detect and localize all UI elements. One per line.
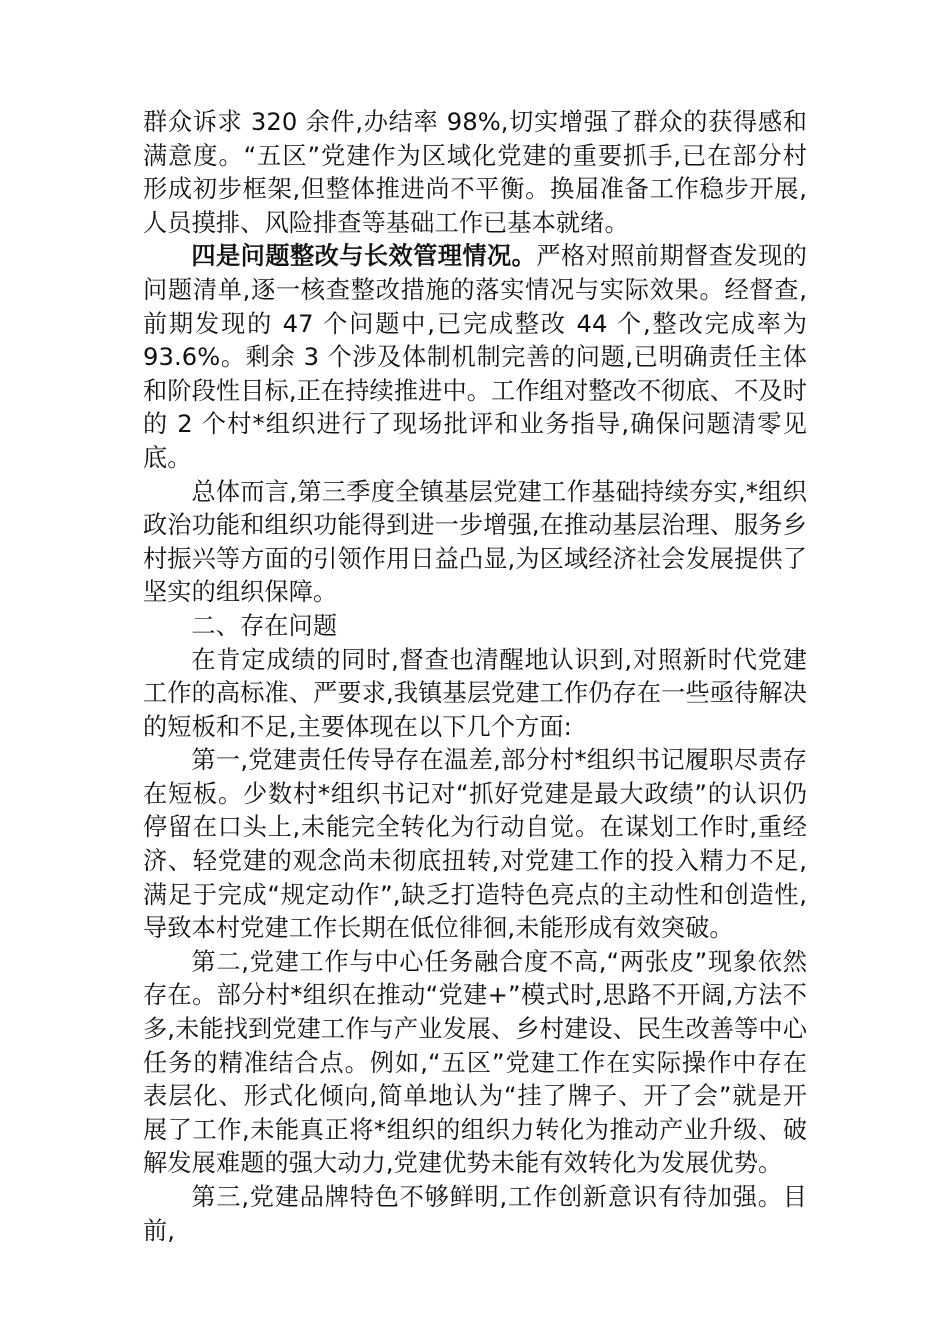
paragraph-summary: [143, 476, 807, 610]
paragraph-problem-1: [143, 744, 807, 946]
paragraph-text: 第二,党建工作与中心任务融合度不高,“两张皮”现象依然存在。部分村*组织在推动“党建+”模式时,思路不开阔,方法不多,未能找到党建工作与产业发展、乡村建设、民生改善等中心任务的精准结合点。例如,“五区”党建工作在实际操作中存在表层化、形式化倾向,简单地认为“挂了牌子、开了会”就是开展了工作,未能真正将*组织的组织力转化为推动产业升级、破解发展难题的强大动力,党建优势未能有效转化为发展优势。: [143, 947, 807, 1178]
paragraph-lead-heading: 四是问题整改与长效管理情况。: [191, 242, 537, 271]
document-page: [143, 106, 807, 1248]
paragraph-rectification: [143, 240, 807, 475]
paragraph-text: 第三,党建品牌特色不够鲜明,工作创新意识有待加强。目前,: [143, 1183, 807, 1245]
paragraph-text: 群众诉求 320 余件,办结率 98%,切实增强了群众的获得感和满意度。“五区”党建作为区域化党建的重要抓手,已在部分村形成初步框架,但整体推进尚不平衡。换届准备工作稳步开展,人员摸排、风险排查等基础工作已基本就绪。: [143, 108, 807, 237]
section-heading-problems: [143, 610, 807, 644]
paragraph-text: 总体而言,第三季度全镇基层党建工作基础持续夯实,*组织政治功能和组织功能得到进一步增强,在推动基层治理、服务乡村振兴等方面的引领作用日益凸显,为区域经济社会发展提供了坚实的组织保障。: [143, 477, 807, 607]
paragraph-problem-3: [143, 1181, 807, 1248]
paragraph-text: 在肯定成绩的同时,督查也清醒地认识到,对照新时代党建工作的高标准、严要求,我镇基层党建工作仍存在一些亟待解决的短板和不足,主要体现在以下几个方面:: [143, 645, 807, 741]
paragraph-problems-intro: [143, 644, 807, 745]
paragraph-continuation: [143, 106, 807, 240]
paragraph-text: 严格对照前期督查发现的问题清单,逐一核查整改措施的落实情况与实际效果。经督查,前期发现的 47 个问题中,已完成整改 44 个,整改完成率为 93.6%。剩余 3 个涉及体制机制完善的问题,已明确责任主体和阶段性目标,正在持续推进中。工作组对整改不彻底、不及时的 2 个村*组织进行了现场批评和业务指导,确保问题清零见底。: [143, 242, 807, 472]
paragraph-text: 第一,党建责任传导存在温差,部分村*组织书记履职尽责存在短板。少数村*组织书记对“抓好党建是最大政绩”的认识仍停留在口头上,未能完全转化为行动自觉。在谋划工作时,重经济、轻党建的观念尚未彻底扭转,对党建工作的投入精力不足,满足于完成“规定动作”,缺乏打造特色亮点的主动性和创造性,导致本村党建工作长期在低位徘徊,未能形成有效突破。: [143, 746, 807, 943]
paragraph-problem-2: [143, 946, 807, 1181]
section-heading-text: 二、存在问题: [191, 611, 338, 640]
